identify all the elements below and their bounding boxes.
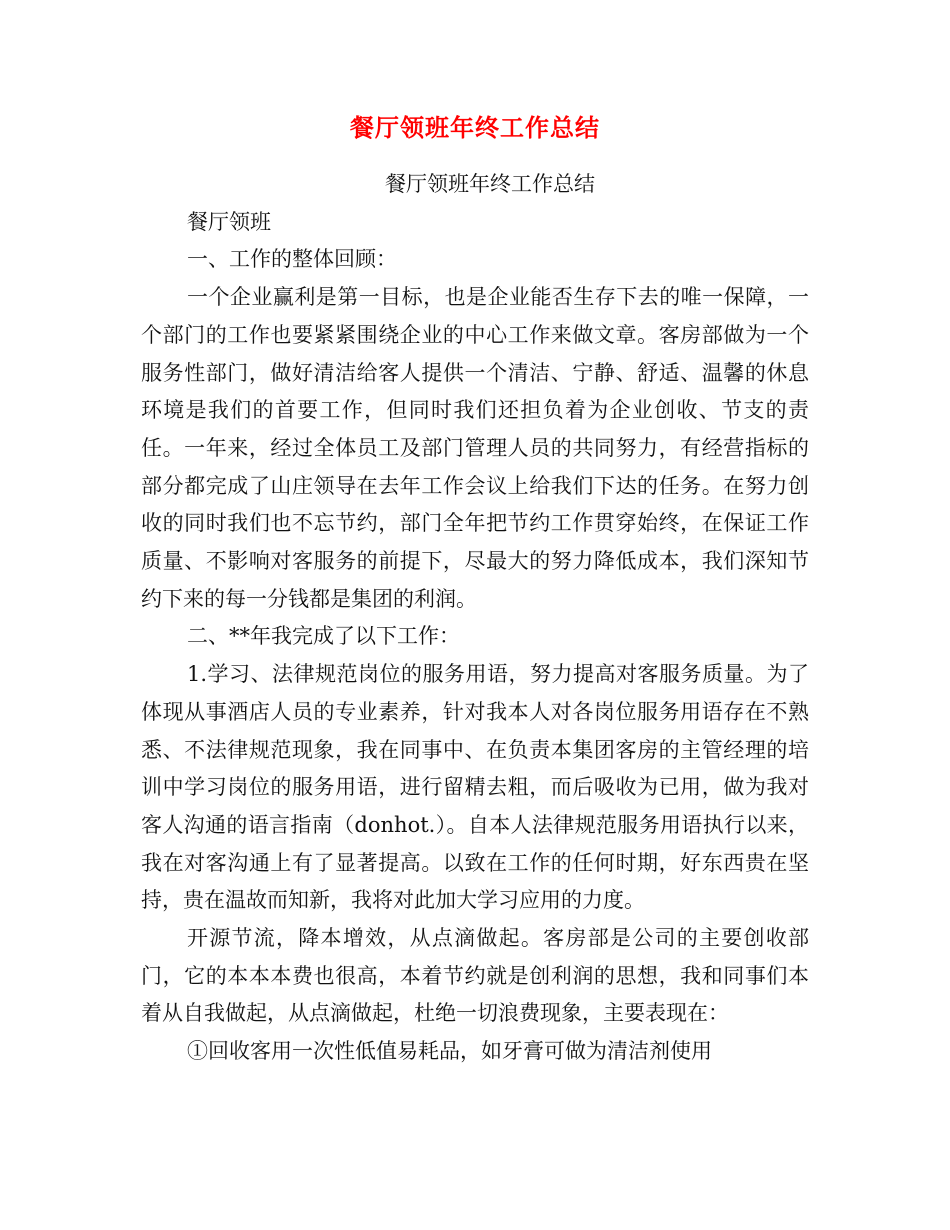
- paragraph-review: 一个企业赢利是第一目标，也是企业能否生存下去的唯一保障，一个部门的工作也要紧紧围绕企业的中心工作来做文章。客房部做为一个服务性部门，做好清洁给客人提供一个清洁、宁静、舒适、温馨的休息环境是我们的首要工作，但同时我们还担负着为企业创收、节支的责任。一年来，经过全体员工及部门管理人员的共同努力，有经营指标的部分都完成了山庄领导在去年工作会议上给我们下达的任务。在努力创收的同时我们也不忘节约，部门全年把节约工作贯穿始终，在保证工作质量、不影响对客服务的前提下，尽最大的努力降低成本，我们深知节约下来的每一分钱都是集团的利润。: [141, 285, 809, 611]
- list-item-recycle: ①回收客用一次性低值易耗品，如牙膏可做为清洁剂使用: [187, 1039, 712, 1064]
- paragraph-heading-role: 餐厅领班: [187, 209, 271, 234]
- section-heading-review: 一、工作的整体回顾：: [187, 247, 397, 272]
- section-heading-work-done: 二、**年我完成了以下工作：: [187, 624, 460, 649]
- paragraph-cost-saving: 开源节流，降本增效，从点滴做起。客房部是公司的主要创收部门，它的本本本费也很高，本着节约就是创利润的思想，我和同事们本着从自我做起，从点滴做起，杜绝一切浪费现象，主要表现在：: [141, 926, 809, 1026]
- paragraph-service-language: 1.学习、法律规范岗位的服务用语，努力提高对客服务质量。为了体现从事酒店人员的专业素养，针对我本人对各岗位服务用语存在不熟悉、不法律规范现象，我在同事中、在负责本集团客房的主管经理的培训中学习岗位的服务用语，进行留精去粗，而后吸收为已用，做为我对客人沟通的语言指南（donhot.）。自本人法律规范服务用语执行以来，我在对客沟通上有了显著提高。以致在工作的任何时期，好东西贵在坚持，贵在温故而知新，我将对此加大学习应用的力度。: [141, 662, 809, 913]
- document-body: [141, 166, 809, 1071]
- document-title: 餐厅领班年终工作总结: [350, 113, 600, 142]
- document-subtitle: 餐厅领班年终工作总结: [385, 172, 595, 196]
